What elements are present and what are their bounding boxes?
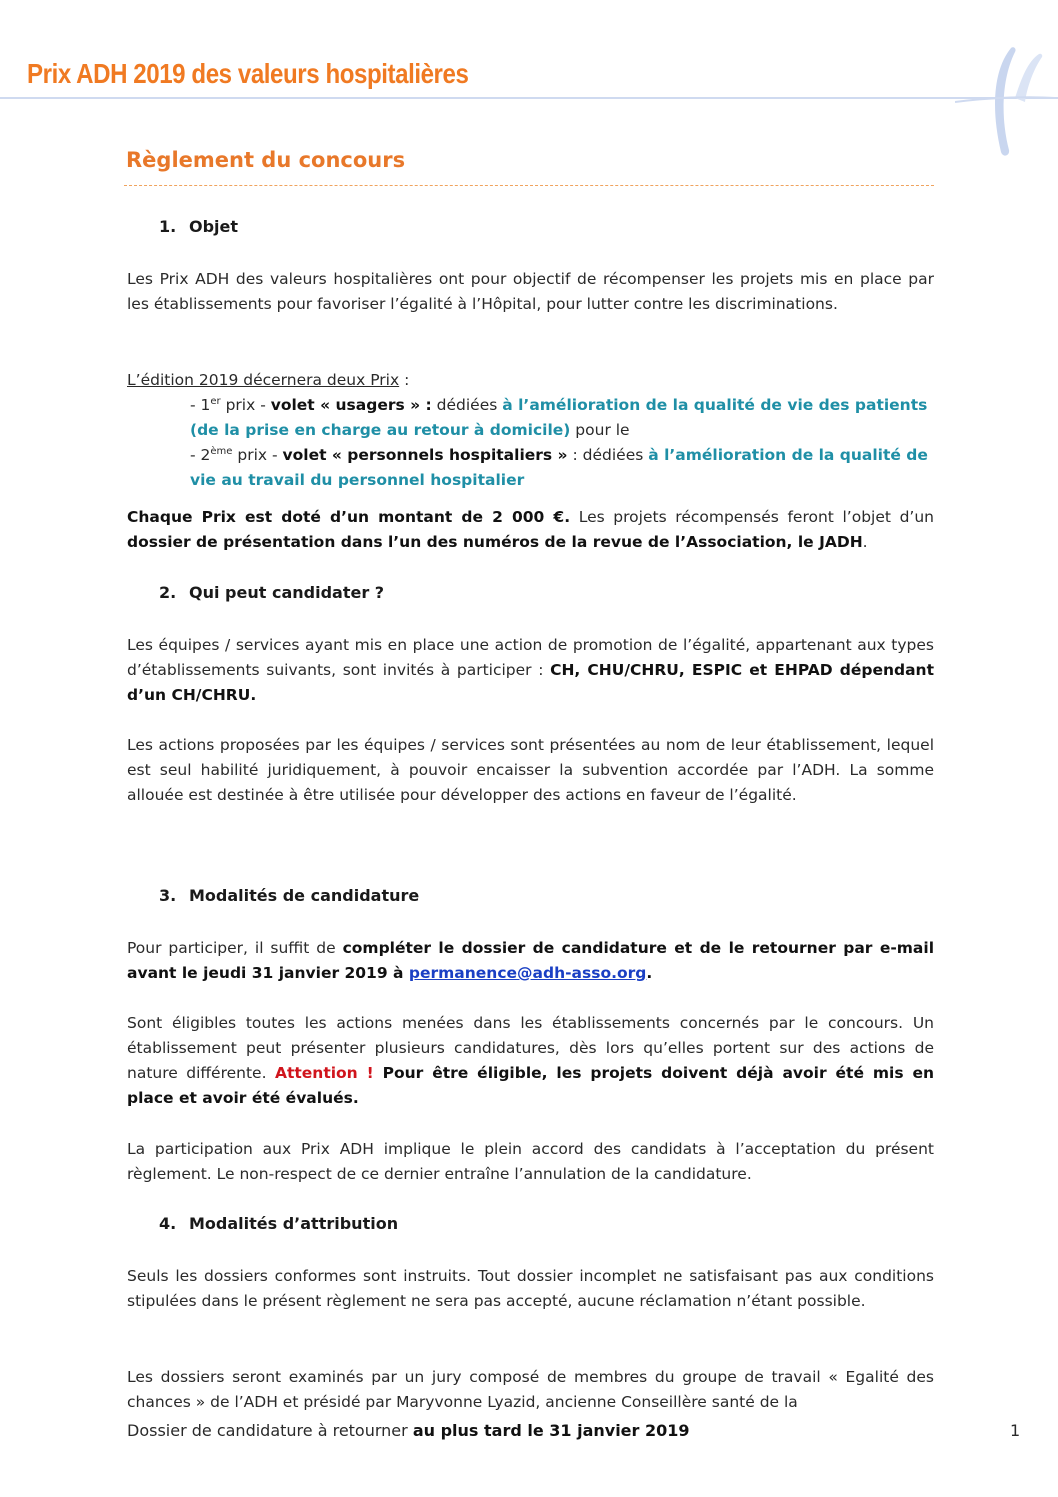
paragraph-jury: Les dossiers seront examinés par un jury composé de membres du groupe de travail « Egalité des chances » de l’ADH et présidé par Maryvonne Lyazid, ancienne Conseillère santé de la [127, 1368, 934, 1411]
paragraph-participer: Pour participer, il suffit de compléter le dossier de candidature et de le retourner par e-mail avant le jeudi 31 janvier 2019 à permanence@adh-asso.org. [127, 939, 935, 982]
paragraph-dossiers-conformes: Seuls les dossiers conformes sont instruits. Tout dossier incomplet ne satisfaisant pas aux conditions stipulées dans le présent règlement ne sera pas accepté, aucune réclamation n’étant possible. [127, 1267, 934, 1310]
volet-personnels: volet « personnels hospitaliers » [282, 446, 568, 464]
heading-qui-peut-candidater: 2. Qui peut candidater ? [159, 583, 385, 602]
highlight-personnels: à l’amélioration de la qualité de vie au travail du personnel hospitalier [190, 446, 928, 489]
highlight-usagers: à l’amélioration de la qualité de vie des patients (de la prise en charge au retour à domicile) [190, 396, 928, 439]
paragraph-eligibilite: Les équipes / services ayant mis en place une action de promotion de l’égalité, appartenant aux types d’établissements suivants, sont invités à participer : CH, CHU/CHRU, ESPIC et EHPAD dépendant d’un CH/CHRU. [127, 636, 934, 704]
paragraph-montant: Chaque Prix est doté d’un montant de 2 000 €. Les projets récompensés feront l’objet d’un dossier de présentation dans l’un des numéros de la revue de l’Association, le JADH. [127, 508, 935, 551]
section-title: Règlement du concours [126, 148, 406, 172]
paragraph-reglement: La participation aux Prix ADH implique le plein accord des candidats à l’acceptation du présent règlement. Le non-respect de ce dernier entraîne l’annulation de la candidature. [127, 1140, 934, 1183]
edition-line: L’édition 2019 décernera deux Prix : [127, 371, 410, 389]
heading-objet [159, 217, 238, 236]
adh-logo-icon [955, 40, 1055, 160]
heading-modalites-attribution: 4. Modalités d’attribution [159, 1214, 399, 1233]
section-rule [124, 185, 934, 186]
edition-label: L’édition 2019 décernera deux Prix [127, 371, 400, 389]
paragraph-actions: Les actions proposées par les équipes / services sont présentées au nom de leur établissement, lequel est seul habilité juridiquement, à pouvoir encaisser la subvention accordée par l’ADH. La somme allouée est destinée à être utilisée pour développer des actions en faveur de l’égalité. [127, 736, 934, 804]
volet-usagers: volet « usagers » : [270, 396, 432, 414]
paragraph-eligibles: Sont éligibles toutes les actions menées dans les établissements concernés par le concours. Un établissement peut présenter plusieurs candidatures, dès lors qu’elles portent sur des actions de nature différente. Attention ! Pour être éligible, les projets doivent déjà avoir été mis en place et avoir été évalués. [127, 1014, 934, 1107]
heading-label: Objet [189, 217, 239, 236]
page-number: 1 [1010, 1421, 1021, 1440]
header-rule [0, 97, 1058, 99]
footer-deadline: Dossier de candidature à retourner au plus tard le 31 janvier 2019 [127, 1421, 690, 1440]
heading-modalites-candidature: 3. Modalités de candidature [159, 886, 420, 905]
prize-item-2: - 2ème prix - volet « personnels hospitaliers » : dédiées à l’amélioration de la qualité de vie au travail du personnel hospitalier [190, 445, 928, 489]
attention-label: Attention ! [274, 1064, 374, 1082]
document-title: Prix ADH 2019 des valeurs hospitalières [27, 58, 469, 89]
email-link[interactable]: permanence@adh-asso.org [408, 964, 647, 982]
prize-item-1: - 1er prix - volet « usagers » : dédiées à l’amélioration de la qualité de vie des patients (de la prise en charge au retour à domicile) pour le [190, 395, 928, 439]
heading-number: 1. [159, 217, 177, 236]
paragraph-objet: Les Prix ADH des valeurs hospitalières ont pour objectif de récompenser les projets mis en place par les établissements pour favoriser l’égalité à l’Hôpital, pour lutter contre les discriminations. [127, 270, 934, 313]
